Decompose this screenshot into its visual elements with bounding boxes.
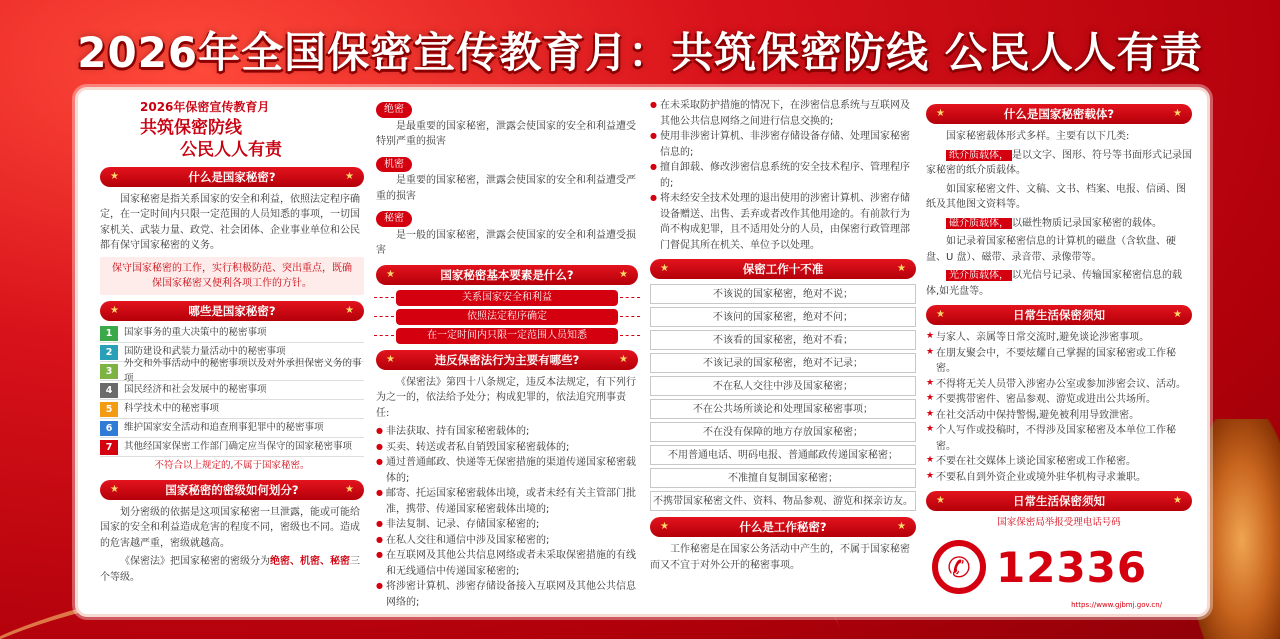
secret-categories-list <box>100 326 364 457</box>
paragraph: 划分密级的依据是这项国家秘密一旦泄露，能或可能给国家的安全和利益造成危害的程度不同，密级也不同。造成的危害越严重，密级就越高。 <box>100 506 360 549</box>
item-number: 6 <box>100 421 118 436</box>
paragraph: 如记录着国家秘密信息的计算机的磁盘（含软盘、硬盘、U 盘）、磁带、录音带、录像带等。 <box>926 236 1176 263</box>
violation-list <box>376 424 638 610</box>
section-header: ★ 什么是国家秘密? ★ <box>100 167 364 187</box>
section-header: ★ 日常生活保密须知 ★ <box>926 491 1192 511</box>
rule-item: 不该说的国家秘密，绝对不说； <box>650 284 916 304</box>
item-number: 5 <box>100 402 118 417</box>
list-item: ● 使用非涉密计算机、非涉密存储设备存储、处理国家秘密信息的; <box>650 129 916 160</box>
paragraph: 《保密法》第四十八条规定，违反本法规定，有下列行为之一的，依法给予处分；构成犯罪的，依法追究刑事责任: <box>376 376 636 419</box>
item-text: 国家事务的重大决策中的秘密事项 <box>124 327 267 339</box>
tip-item: ★ 不要携带密件、密品参观、游览或进出公共场所。 <box>926 392 1192 408</box>
ten-rules-list <box>650 284 916 511</box>
list-item <box>100 402 364 419</box>
element-pill: 在一定时间内只限一定范围人员知悉 <box>396 328 618 344</box>
section-header: ★ 保密工作十不准 ★ <box>650 259 916 279</box>
tip-item: ★ 不要在社交媒体上谈论国家秘密或工作秘密。 <box>926 454 1192 470</box>
phone-icon: ✆ <box>932 540 986 594</box>
element-pill: 关系国家安全和利益 <box>396 290 618 306</box>
note-text: 不符合以上规定的,不属于国家秘密。 <box>154 459 310 471</box>
paragraph: 磁介质载体， 以磁性物质记录国家秘密的载体。 <box>926 216 1192 232</box>
rule-item: 不在没有保障的地方存放国家秘密； <box>650 422 916 442</box>
item-number: 3 <box>100 364 118 379</box>
rule-item: 不该问的国家秘密，绝对不问； <box>650 307 916 327</box>
paragraph: 是一般的国家秘密，泄露会使国家的安全和利益遭受损害 <box>376 229 636 256</box>
slogan-line-2: 公民人人有责 <box>180 139 282 160</box>
paragraph: 是重要的国家秘密，泄露会使国家的安全和利益遭受严重的损害 <box>376 175 636 202</box>
element-pills <box>376 290 638 344</box>
column-4 <box>926 98 1192 609</box>
column-3 <box>650 98 916 606</box>
tip-item: ★ 与家人、亲属等日常交流时,避免谈论涉密事项。 <box>926 330 1192 346</box>
item-number: 7 <box>100 440 118 455</box>
paragraph: 国家秘密是指关系国家的安全和利益，依照法定程序确定，在一定时间内只限一定范围的人员知悉的事项，一切国家机关、武装力量、政党、社会团体、企业事业单位和公民都有保守国家秘密的义务。 <box>100 193 360 252</box>
list-item: ● 通过普通邮政、快递等无保密措施的渠道传递国家秘密载体的; <box>376 455 638 486</box>
section-header: ★ 违反保密法行为主要有哪些? ★ <box>376 350 638 370</box>
tip-item: ★ 不要私自到外资企业或境外驻华机构寻求兼职。 <box>926 470 1192 486</box>
item-text: 科学技术中的秘密事项 <box>124 403 220 415</box>
list-item: ● 买卖、转送或者私自销毁国家秘密载体的; <box>376 440 638 456</box>
element-pill: 依照法定程序确定 <box>396 309 618 325</box>
paragraph: 光介质载体， 以光信号记录、传输国家秘密信息的载体,如光盘等。 <box>926 270 1182 297</box>
rule-item: 不在公共场所谈论和处理国家秘密事项； <box>650 399 916 419</box>
rule-item: 不该看的国家秘密，绝对不看； <box>650 330 916 350</box>
level-tag: 绝密 <box>376 102 412 118</box>
paragraph: 工作秘密是在国家公务活动中产生的，不属于国家秘密而又不宜于对外公开的秘密事项。 <box>650 544 910 571</box>
rule-item: 不在私人交往中涉及国家秘密； <box>650 376 916 396</box>
list-item: ● 非法复制、记录、存储国家秘密的; <box>376 517 638 533</box>
tip-item: ★ 不得将无关人员带入涉密办公室或参加涉密会议、活动。 <box>926 377 1192 393</box>
hotline-number: 12336 <box>996 542 1148 592</box>
slogan-line-1: 共筑保密防线 <box>140 117 242 138</box>
tip-item: ★ 在朋友聚会中，不要炫耀自己掌握的国家秘密或工作秘密。 <box>926 346 1192 377</box>
tip-item: ★ 在社交活动中保持警惕,避免被利用导致泄密。 <box>926 408 1192 424</box>
item-number: 1 <box>100 326 118 341</box>
section-header: ★ 国家秘密的密级如何划分? ★ <box>100 480 364 500</box>
rule-item: 不准擅自复制国家秘密； <box>650 468 916 488</box>
section-header: ★ 什么是工作秘密? ★ <box>650 517 916 537</box>
section-header: ★ 日常生活保密须知 ★ <box>926 305 1192 325</box>
section-header: ★ 国家秘密基本要素是什么? ★ <box>376 265 638 285</box>
daily-tips-list <box>926 330 1192 485</box>
paragraph: 国家秘密载体形式多样。主要有以下几类: <box>946 131 1130 142</box>
rule-item: 不携带国家秘密文件、资料、物品参观、游览和探亲访友。 <box>650 491 916 511</box>
section-header: ★ 什么是国家秘密载体? ★ <box>926 104 1192 124</box>
item-text: 外交和外事活动中的秘密事项以及对外承担保密义务的事项 <box>124 358 362 384</box>
paragraph: 是最重要的国家秘密，泄露会使国家的安全和利益遭受特别严重的损害 <box>376 120 636 147</box>
violation-list-cont <box>650 98 916 253</box>
list-item: ● 在未采取防护措施的情况下，在涉密信息系统与互联网及其他公共信息网络之间进行信息交换的; <box>650 98 916 129</box>
list-item: ● 将未经安全技术处理的退出使用的涉密计算机、涉密存储设备赠送、出售、丢弃或者改作其他用途的。有前款行为尚不构成犯罪，且不适用处分的人员，由保密行政管理部门督促其所在机关、单位予以处理。 <box>650 191 916 253</box>
list-item: ● 非法获取、持有国家秘密载体的; <box>376 424 638 440</box>
paragraph: 如国家秘密文件、文稿、文书、档案、电报、信函、图纸及其他图文资料等。 <box>926 183 1186 210</box>
list-item <box>100 326 364 343</box>
list-item: ● 在互联网及其他公共信息网络或者未采取保密措施的有线和无线通信中传递国家秘密的; <box>376 548 638 579</box>
tip-item: ★ 个人写作或投稿时，不得涉及国家秘密及本单位工作秘密。 <box>926 423 1192 454</box>
rule-item: 不该记录的国家秘密，绝对不记录； <box>650 353 916 373</box>
item-text: 维护国家安全活动和追查刑事犯罪中的秘密事项 <box>124 422 324 434</box>
hotline-title: 国家保密局举报受理电话号码 <box>997 517 1121 528</box>
page-title: 2026年全国保密宣传教育月：共筑保密防线 公民人人有责 <box>77 28 1203 77</box>
item-text: 其他经国家保密工作部门确定应当保守的国家秘密事项 <box>124 441 353 453</box>
level-tag: 秘密 <box>376 211 412 227</box>
column-2 <box>376 98 638 606</box>
list-item <box>100 421 364 438</box>
list-item: ● 邮寄、托运国家秘密载体出境，或者未经有关主管部门批准，携带、传递国家秘密载体出境的; <box>376 486 638 517</box>
list-item: ● 在私人交往和通信中涉及国家秘密的; <box>376 533 638 549</box>
hotline <box>926 535 1192 600</box>
month-subtitle: 2026年保密宣传教育月 <box>140 100 270 114</box>
paragraph: 《保密法》把国家秘密的密级分为绝密、机密、秘密三个等级。 <box>100 556 360 583</box>
paragraph: 纸介质载体， 是以文字、图形、符号等书面形式记录国家秘密的纸介质载体。 <box>926 149 1192 176</box>
item-text: 国民经济和社会发展中的秘密事项 <box>124 384 267 396</box>
list-item: ● 擅自卸载、修改涉密信息系统的安全技术程序、管理程序的; <box>650 160 916 191</box>
list-item <box>100 358 364 384</box>
list-item <box>100 440 364 457</box>
item-number: 4 <box>100 383 118 398</box>
website-url: https://www.gjbmj.gov.cn/ <box>1071 600 1162 609</box>
level-tag: 机密 <box>376 157 412 173</box>
note-box: 保守国家秘密的工作，实行积极防范、突出重点，既确保国家秘密又便利各项工作的方针。 <box>100 257 364 295</box>
item-number: 2 <box>100 345 118 360</box>
item-text: 国防建设和武装力量活动中的秘密事项 <box>124 346 286 358</box>
rule-item: 不用普通电话、明码电报、普通邮政传递国家秘密； <box>650 445 916 465</box>
content-panel <box>75 87 1210 617</box>
section-header: ★ 哪些是国家秘密? ★ <box>100 301 364 321</box>
column-1 <box>100 98 364 606</box>
list-item: ● 将涉密计算机、涉密存储设备接入互联网及其他公共信息网络的; <box>376 579 638 610</box>
